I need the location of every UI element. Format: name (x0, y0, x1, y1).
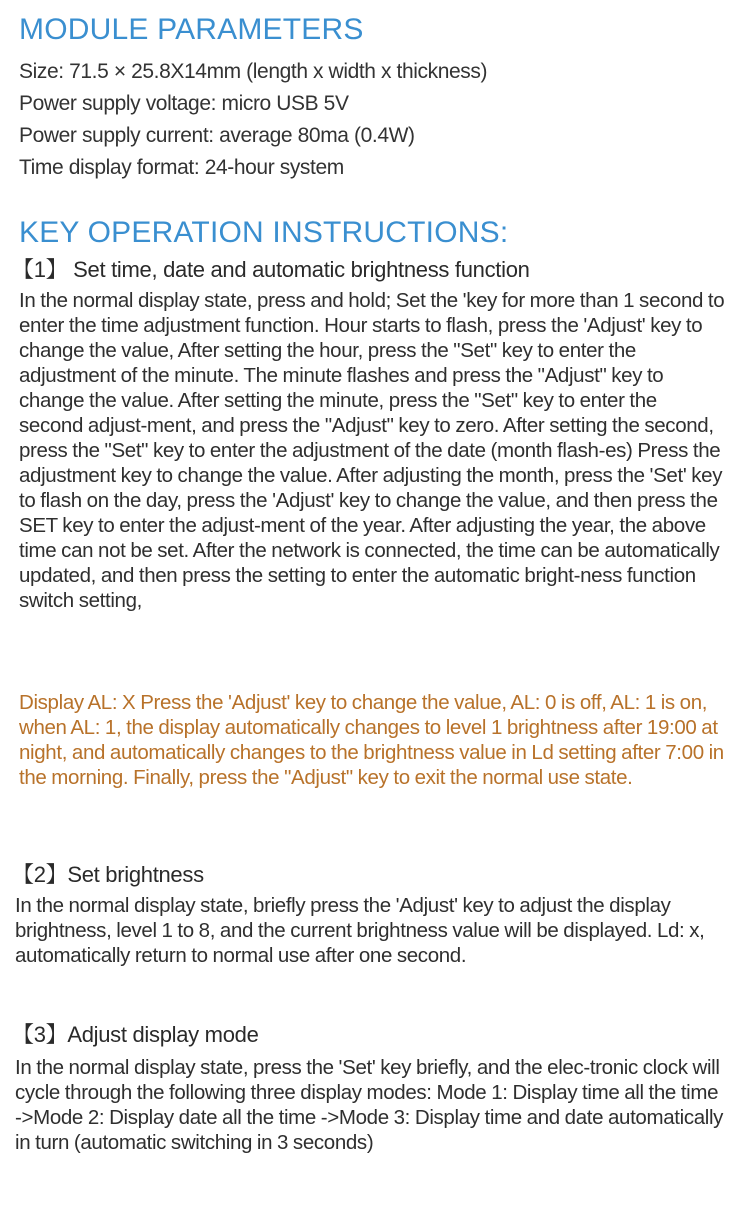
param-time-format: Time display format: 24-hour system (19, 156, 344, 179)
section-set-time-heading: 【1】 Set time, date and automatic brightness function (12, 257, 530, 282)
section-set-brightness-instructions: In the normal display state, briefly press the 'Adjust' key to adjust the display brightness, level 1 to 8, and the current brightness value will be displayed. Ld: x, automatically return to normal use after one second. (15, 894, 705, 967)
module-parameters-heading: MODULE PARAMETERS (19, 13, 364, 46)
param-current: Power supply current: average 80ma (0.4W) (19, 124, 415, 147)
key-operation-heading: KEY OPERATION INSTRUCTIONS: (19, 216, 509, 249)
section-display-mode-instructions: In the normal display state, press the 'Set' key briefly, and the elec-tronic clock will cycle through the following three display modes: Mode 1: Display time all the time ->Mode 2: Display date all the time ->Mode 3: Display time and date automatically in turn (automatic switching in 3 seconds) (15, 1056, 724, 1154)
param-size: Size: 71.5 × 25.8X14mm (length x width x thickness) (19, 60, 488, 83)
section-set-brightness-heading: 【2】Set brightness (12, 862, 204, 887)
module-parameters-list (19, 56, 739, 184)
param-voltage: Power supply voltage: micro USB 5V (19, 92, 349, 115)
section-set-time-auto-brightness-note: Display AL: X Press the 'Adjust' key to change the value, AL: 0 is off, AL: 1 is on, when AL: 1, the display automatically changes to level 1 brightness after 19:00 at night, and automatically changes to the brightness value in Ld setting after 7:00 in the morning. Finally, press the "Adjust" key to exit the normal use state. (19, 691, 724, 789)
section-set-time-instructions: In the normal display state, press and hold; Set the 'key for more than 1 second to enter the time adjustment function. Hour starts to flash, press the 'Adjust' key to change the value, After setting the hour, press the "Set" key to enter the adjustment of the minute. The minute flashes and press the "Adjust" key to change the value. After setting the minute, press the "Set" key to enter the second adjust-ment, and press the "Adjust" key to zero. After setting the second, press the "Set" key to enter the adjustment of the date (month flash-es) Press the adjustment key to change the value. After adjusting the month, press the 'Set' key to flash on the day, press the 'Adjust' key to change the value, and then press the SET key to enter the adjust-ment of the year. After adjusting the year, the above time can not be set. After the network is connected, the time can be automatically updated, and then press the setting to enter the automatic bright-ness function switch setting, (19, 289, 725, 612)
section-display-mode-heading: 【3】Adjust display mode (12, 1022, 259, 1047)
